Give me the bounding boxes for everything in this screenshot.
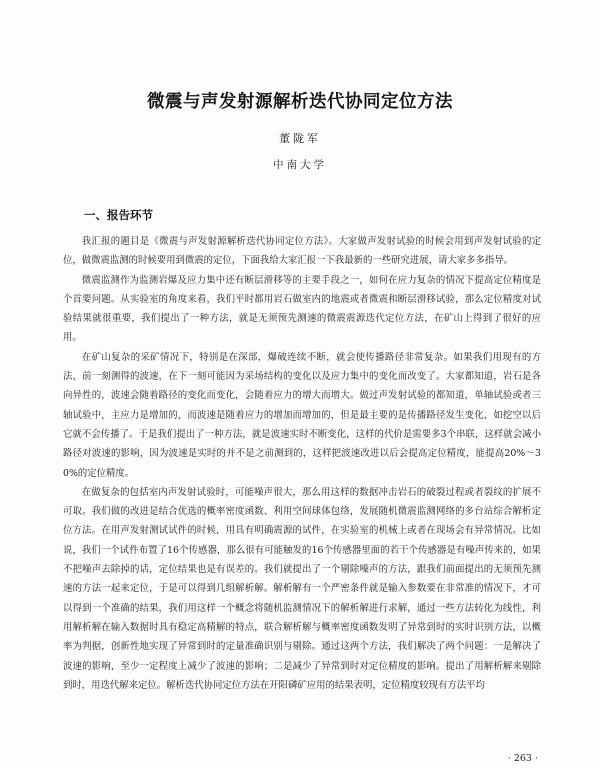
- author-name: 董陇军: [279, 132, 321, 145]
- paragraph-intro: 我汇报的题目是《微震与声发射源解析迭代协同定位方法》。大家做声发射试验的时候会用到声发射试验的定位，做微震监测的时候要用到微震的定位，下面我给大家汇报一下我最新的一些研究进展，请大家多多指导。: [63, 236, 541, 267]
- body-text: [63, 232, 541, 695]
- page-number: · 263 ·: [507, 753, 538, 764]
- section-heading: 一、报告环节: [84, 208, 153, 222]
- paragraph-monitoring: 微震监测作为监测岩爆及应力集中还有断层滑移等的主要手段之一，如何在应力复杂的情况下提高定位精度是个首要问题。从实验室的角度来看，我们平时都用岩石做室内的地震或者微震和断层滑移试验，那么定位精度对试验结果就很重要，我们提出了一种方法，就是无须预先测速的微震震源迭代定位方法，在矿山上得到了很好的应用。: [63, 274, 541, 344]
- paragraph-wave-velocity: 在矿山复杂的采矿情况下，特别是在深部，爆破连续不断，就会使传播路径非常复杂。如果我们用现有的方法，前一刻测得的波速，在下一刻可能因为采场结构的变化以及应力集中的变化而改变了。大家都知道，岩石是各向异性的，波速会随着路径的变化而变化，会随着应力的增大而增大。做过声发射试验的都知道，单轴试验或者三轴试验中，主应力是增加的，而波速是随着应力的增加而增加的，但是最主要的是传播路径发生变化，如挖空以后它就不会传播了。于是我们提出了一种方法，就是波速实时不断变化，这样的代价是需要多3个串联，这样就会减小路径对波速的影响，因为波速是实时的并不是之前测到的，这样把波速改进以后会提高定位精度，能提高20%～30%的定位精度。: [63, 351, 541, 479]
- paper-title: 微震与声发射源解析迭代协同定位方法: [147, 92, 453, 112]
- author-affiliation: 中南大学: [273, 159, 327, 171]
- paragraph-noise-removal: 在做复杂的包括室内声发射试验时，可能噪声很大，那么用这样的数据冲击岩石的破裂过程或者裂纹的扩展不可取。我们做的改进是结合优选的概率密度函数、利用空间球体包络，发展随机微震监测网络的多台站综合解析定位方法。在用声发射测试试件的时候，用具有明确震源的试件，在实验室的机械上或者在现场会有异常情况。比如说，我们一个试件布置了16个传感器，那么很有可能触发的16个传感器里面的若干个传感器是有噪声传来的，如果不把噪声去除掉的话，定位结果也是有误差的。我们就提出了一个剔除噪声的方法，跟我们前面提出的无须预先测速的方法一起来定位，于是可以得到几组解析解。解析解有一个严密条件就是输入参数要在非常准的情况下，才可以得到一个准确的结果，我们用这样一个概念将随机监测情况下的解析解进行求解，通过一些方法转化为线性，利用解析解在输入数据时具有稳定高精解的特点，联合解析解与概率密度函数发明了异常到时的实时识别方法，以概率为判据，创新性地实现了异常到时的定量准确识别与剔除。通过这两个方法，我们解决了两个问题：一是解决了波速的影响，至少一定程度上减少了波速的影响；二是减少了异常到时对定位精度的影响。提出了用解析解来剔除到时，用迭代解来定位。解析迭代协同定位方法在开阳磷矿应用的结果表明，定位精度较现有方法平均: [63, 486, 541, 691]
